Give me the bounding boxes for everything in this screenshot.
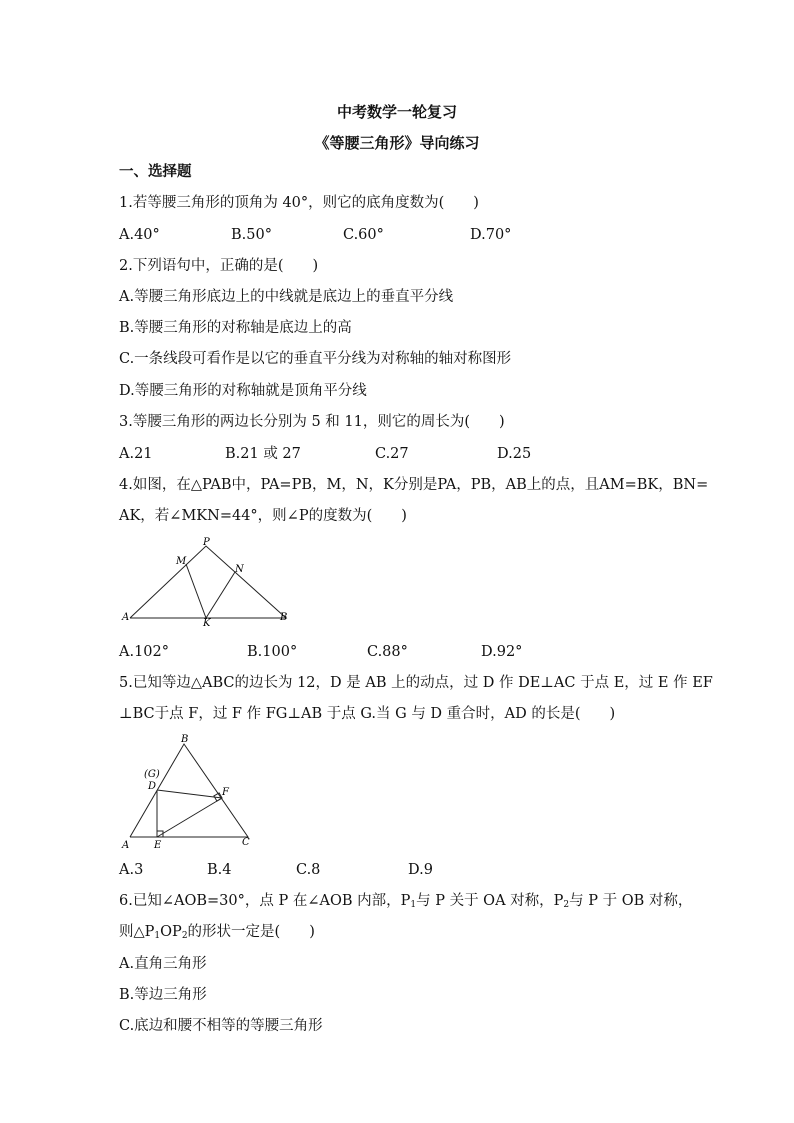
question-6-stem-line1 bbox=[119, 891, 692, 911]
q2-option-c: C.一条线段可看作是以它的垂直平分线为对称轴的轴对称图形 bbox=[119, 351, 512, 367]
q6-line2-a: 则△P bbox=[119, 924, 155, 940]
q1-option-b: B.50° bbox=[231, 227, 272, 243]
q2-option-d: D.等腰三角形的对称轴就是顶角平分线 bbox=[119, 383, 367, 399]
q6-text-a: 6.已知∠AOB=30°，点 P 在∠AOB 内部，P bbox=[119, 893, 411, 909]
label-f: F bbox=[222, 787, 229, 798]
q4-option-d: D.92° bbox=[481, 644, 523, 660]
page-subtitle: 《等腰三角形》导向练习 bbox=[314, 134, 480, 152]
q4-option-c: C.88° bbox=[367, 644, 408, 660]
q3-option-b: B.21 或 27 bbox=[225, 446, 301, 462]
q6-option-c: C.底边和腰不相等的等腰三角形 bbox=[119, 1018, 323, 1034]
q6-line2-subscript-2: 2 bbox=[181, 931, 188, 941]
question-6-stem-line2 bbox=[119, 922, 315, 942]
q6-line2-b: OP bbox=[160, 924, 182, 940]
label-b: B bbox=[280, 612, 288, 623]
q1-option-c: C.60° bbox=[343, 227, 384, 243]
q5-option-d: D.9 bbox=[408, 862, 433, 878]
question-4-stem-line1: 4.如图，在△PAB中，PA=PB，M，N，K分别是PA，PB，AB上的点，且AM=BK，BN= bbox=[119, 477, 709, 493]
q2-option-a: A.等腰三角形底边上的中线就是底边上的垂直平分线 bbox=[119, 289, 454, 305]
label-c: C bbox=[242, 837, 250, 848]
q1-option-a: A.40° bbox=[119, 227, 160, 243]
q2-option-b: B.等腰三角形的对称轴是底边上的高 bbox=[119, 320, 352, 336]
question-3-stem: 3.等腰三角形的两边长分别为 5 和 11，则它的周长为( ) bbox=[119, 414, 505, 430]
segment-ef bbox=[157, 798, 222, 837]
q5-option-a: A.3 bbox=[119, 862, 144, 878]
q3-option-c: C.27 bbox=[375, 446, 409, 462]
q6-line2-subscript-1: 1 bbox=[154, 931, 161, 941]
q6-option-a: A.直角三角形 bbox=[119, 956, 207, 972]
question-4-stem-line2: AK，若∠MKN=44°，则∠P的度数为( ) bbox=[119, 508, 407, 524]
label-m: M bbox=[176, 556, 187, 567]
question-5-stem-line2: ⊥BC于点 F，过 F 作 FG⊥AB 于点 G.当 G 与 D 重合时，AD 的长是( ) bbox=[119, 706, 616, 722]
triangle-pab bbox=[130, 546, 286, 618]
section-heading: 一、选择题 bbox=[119, 163, 192, 180]
label-d: D bbox=[148, 781, 157, 792]
label-k: K bbox=[203, 618, 211, 628]
q6-text-b: 与 P 关于 OA 对称，P bbox=[416, 893, 564, 909]
q3-option-d: D.25 bbox=[497, 446, 532, 462]
q1-option-d: D.70° bbox=[470, 227, 512, 243]
q6-line2-c: 的形状一定是( ) bbox=[187, 924, 315, 940]
q6-subscript-1: 1 bbox=[410, 900, 417, 910]
q5-figure bbox=[118, 732, 263, 852]
q4-option-a: A.102° bbox=[119, 644, 170, 660]
q6-text-c: 与 P 于 OB 对称， bbox=[569, 893, 693, 909]
label-n: N bbox=[235, 564, 244, 575]
segment-fg bbox=[157, 790, 222, 798]
q5-option-c: C.8 bbox=[296, 862, 321, 878]
q5-option-b: B.4 bbox=[207, 862, 232, 878]
page-title: 中考数学一轮复习 bbox=[336, 103, 457, 121]
question-2-stem: 2.下列语句中，正确的是( ) bbox=[119, 258, 319, 274]
q4-option-b: B.100° bbox=[247, 644, 298, 660]
question-1-stem: 1.若等腰三角形的顶角为 40°，则它的底角度数为( ) bbox=[119, 195, 479, 211]
label-b: B bbox=[181, 734, 189, 745]
segment-nk bbox=[206, 572, 235, 618]
label-a: A bbox=[122, 840, 130, 851]
label-a: A bbox=[122, 612, 130, 623]
q3-option-a: A.21 bbox=[119, 446, 153, 462]
label-g: (G) bbox=[144, 769, 160, 780]
question-5-stem-line1: 5.已知等边△ABC的边长为 12，D 是 AB 上的动点，过 D 作 DE⊥AC 于点 E，过 E 作 EF bbox=[119, 675, 713, 691]
q6-option-b: B.等边三角形 bbox=[119, 987, 207, 1003]
label-e: E bbox=[154, 840, 162, 851]
segment-mk bbox=[186, 564, 206, 618]
q4-figure bbox=[118, 536, 298, 628]
q6-subscript-2: 2 bbox=[563, 900, 570, 910]
label-p: P bbox=[203, 537, 210, 548]
